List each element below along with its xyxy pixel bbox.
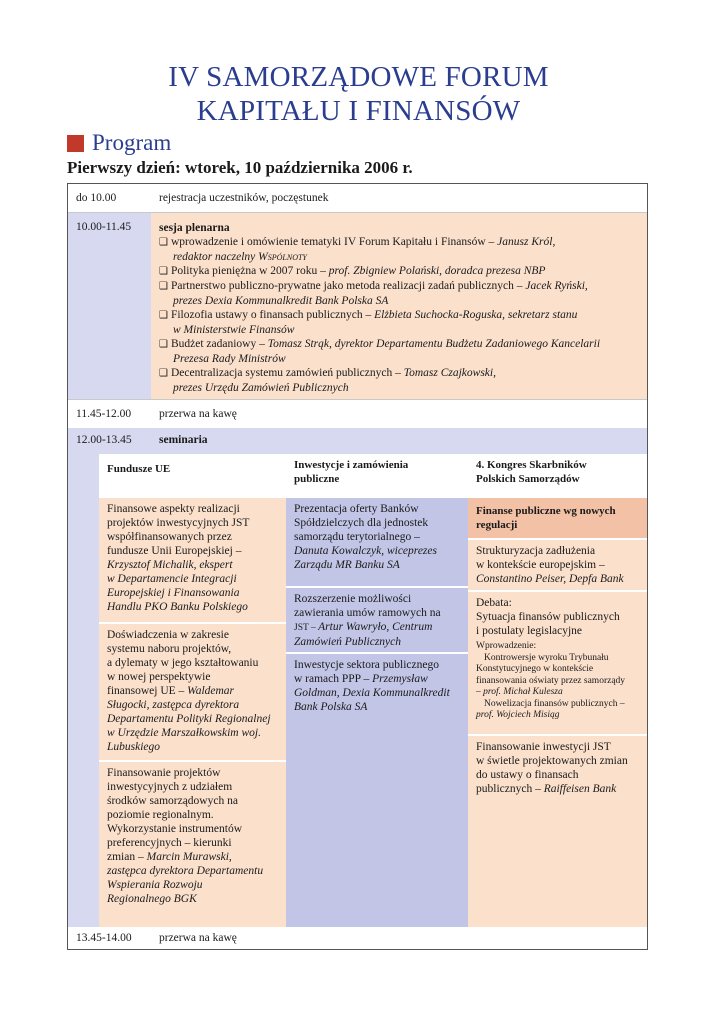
program-table xyxy=(67,183,648,950)
column-header: Inwestycje i zamówienia publiczne xyxy=(286,454,468,498)
agenda-item: ❑ Decentralizacja systemu zamówień publicznych – Tomasz Czajkowski, xyxy=(159,367,496,379)
agenda-item: ❑ Partnerstwo publiczno-prywatne jako metoda realizacji zadań publicznych – Jacek Ryński, xyxy=(159,280,588,292)
red-square-icon xyxy=(67,135,84,152)
desc-cell: przerwa na kawę xyxy=(159,408,237,420)
seminar-item: Finansowe aspekty realizacji projektów inwestycyjnych JST współfinansowanych przez fundusze Unii Europejskiej – Krzysztof Michalik, ekspert w Departamencie Integracji Europejskiej i Finansowania Handlu PKO Banku Polskiego xyxy=(99,498,286,622)
time-cell: 11.45-12.00 xyxy=(76,408,132,420)
time-cell: do 10.00 xyxy=(76,192,117,204)
column-treasurers-congress xyxy=(468,454,648,927)
section-heading xyxy=(67,129,171,157)
agenda-item: ❑ Budżet zadaniowy – Tomasz Strąk, dyrektor Departamentu Budżetu Zadaniowego Kancelarii xyxy=(159,338,601,350)
checkbox-icon: ❑ xyxy=(159,368,168,379)
sub-header: Finanse publiczne wg nowych regulacji xyxy=(468,498,648,538)
section-label: Program xyxy=(92,130,172,155)
desc-cell: przerwa na kawę xyxy=(159,932,237,944)
checkbox-icon: ❑ xyxy=(159,281,168,292)
checkbox-icon: ❑ xyxy=(159,237,168,248)
row-coffee-break xyxy=(68,400,648,428)
column-investments xyxy=(286,454,468,927)
plenary-title: sesja plenarna xyxy=(159,222,230,234)
row-coffee-break-2 xyxy=(68,927,648,950)
time-cell: 10.00-11.45 xyxy=(76,221,132,233)
day-heading: Pierwszy dzień: wtorek, 10 października 2006 r. xyxy=(67,158,413,177)
agenda-item: ❑ wprowadzenie i omówienie tematyki IV Forum Kapitału i Finansów – Janusz Król, xyxy=(159,236,556,248)
page-title-line1: IV SAMORZĄDOWE FORUM xyxy=(168,61,549,93)
column-header: Fundusze UE xyxy=(107,463,171,475)
time-cell: 12.00-13.45 xyxy=(76,434,132,446)
row-plenary: 10.00-11.45 sesja plenarna ❑ wprowadzenie i omówienie tematyki IV Forum Kapitału i Finansów – Janusz Król, redaktor naczelny Wspólnoty ❑ Polityka pieniężna w 2007 roku – prof. Zbigniew Polański, doradca prezesa NBP ❑ Partnerstwo publiczno-prywatne jako metoda realizacji zadań publicznych – Jacek Ryński, prezes Dexia Kommunalkredit Bank Polska SA ❑ Filozofia ustawy o finansach publicznych – Elżbieta Suchocka-Roguska, sekretarz stanu w Ministerstwie Finansów ❑ Budżet zadaniowy – Tomasz Strąk, dyrektor Departamentu Budżetu Zadaniowego Kancelarii Prezesa Rady Ministrów ❑ Decentralizacja systemu zamówień publicznych – Tomasz Czajkowski, prezes Urzędu Zamówień Publicznych xyxy=(68,213,648,399)
checkbox-icon: ❑ xyxy=(159,310,168,321)
column-eu-funds xyxy=(99,454,286,927)
seminar-item: Prezentacja oferty Banków Spółdzielczych dla jednostek samorządu terytorialnego – Danuta Kowalczyk, wiceprezes Zarządu MR Banku SA xyxy=(294,503,437,571)
row-seminars xyxy=(68,428,648,927)
seminar-item: Inwestycje sektora publicznego w ramach PPP – Przemysław Goldman, Dexia Kommunalkredit Bank Polska SA xyxy=(294,659,450,713)
page-title-line2: KAPITAŁU I FINANSÓW xyxy=(196,95,521,127)
seminar-item: Strukturyzacja zadłużenia w kontekście europejskim – Constantino Peiser, Depfa Bank xyxy=(476,545,624,585)
debate-item: Debata: Sytuacja finansów publicznych i postulaty legislacyjne Wprowadzenie: Kontrowersje wyroku Trybunału Konstytucyjnego w kontekście finansowania oświaty przez samorządy – prof. Michał Kulesza Nowelizacja finansów publicznych – prof. Wojciech Misiąg xyxy=(476,597,626,720)
seminar-item: Rozszerzenie możliwości zawierania umów ramowych na JST – Artur Wawryło, Centrum Zamówień Publicznych xyxy=(294,593,441,648)
seminar-item: Doświadczenia w zakresie systemu naboru projektów, a dylematy w jego kształtowaniu w nowej perspektywie finansowej UE – Waldemar Sługocki, zastępca dyrektora Departamentu Polityki Regionalnej w Urzędzie Marszałkowskim woj. Lubuskiego xyxy=(99,624,286,760)
agenda-item: ❑ Filozofia ustawy o finansach publicznych – Elżbieta Suchocka-Roguska, sekretarz stanu xyxy=(159,309,578,321)
agenda-item: ❑ Polityka pieniężna w 2007 roku – prof. Zbigniew Polański, doradca prezesa NBP xyxy=(159,265,546,277)
row-registration xyxy=(68,184,648,212)
time-cell: 13.45-14.00 xyxy=(76,932,132,944)
checkbox-icon: ❑ xyxy=(159,339,168,350)
desc-cell: rejestracja uczestników, poczęstunek xyxy=(159,192,329,204)
seminars-title: seminaria xyxy=(159,434,208,446)
seminar-item: Finansowanie projektów inwestycyjnych z udziałem środków samorządowych na poziomie regionalnym. Wykorzystanie instrumentów preferencyjnych – kierunki zmian – Marcin Murawski, zastępca dyrektora Departamentu Wspierania Rozwoju Regionalnego BGK xyxy=(99,762,286,927)
column-header: 4. Kongres Skarbników Polskich Samorządów xyxy=(468,454,648,498)
checkbox-icon: ❑ xyxy=(159,266,168,277)
seminar-item: Finansowanie inwestycji JST w świetle projektowanych zmian do ustawy o finansach publicznych – Raiffeisen Bank xyxy=(476,741,628,795)
